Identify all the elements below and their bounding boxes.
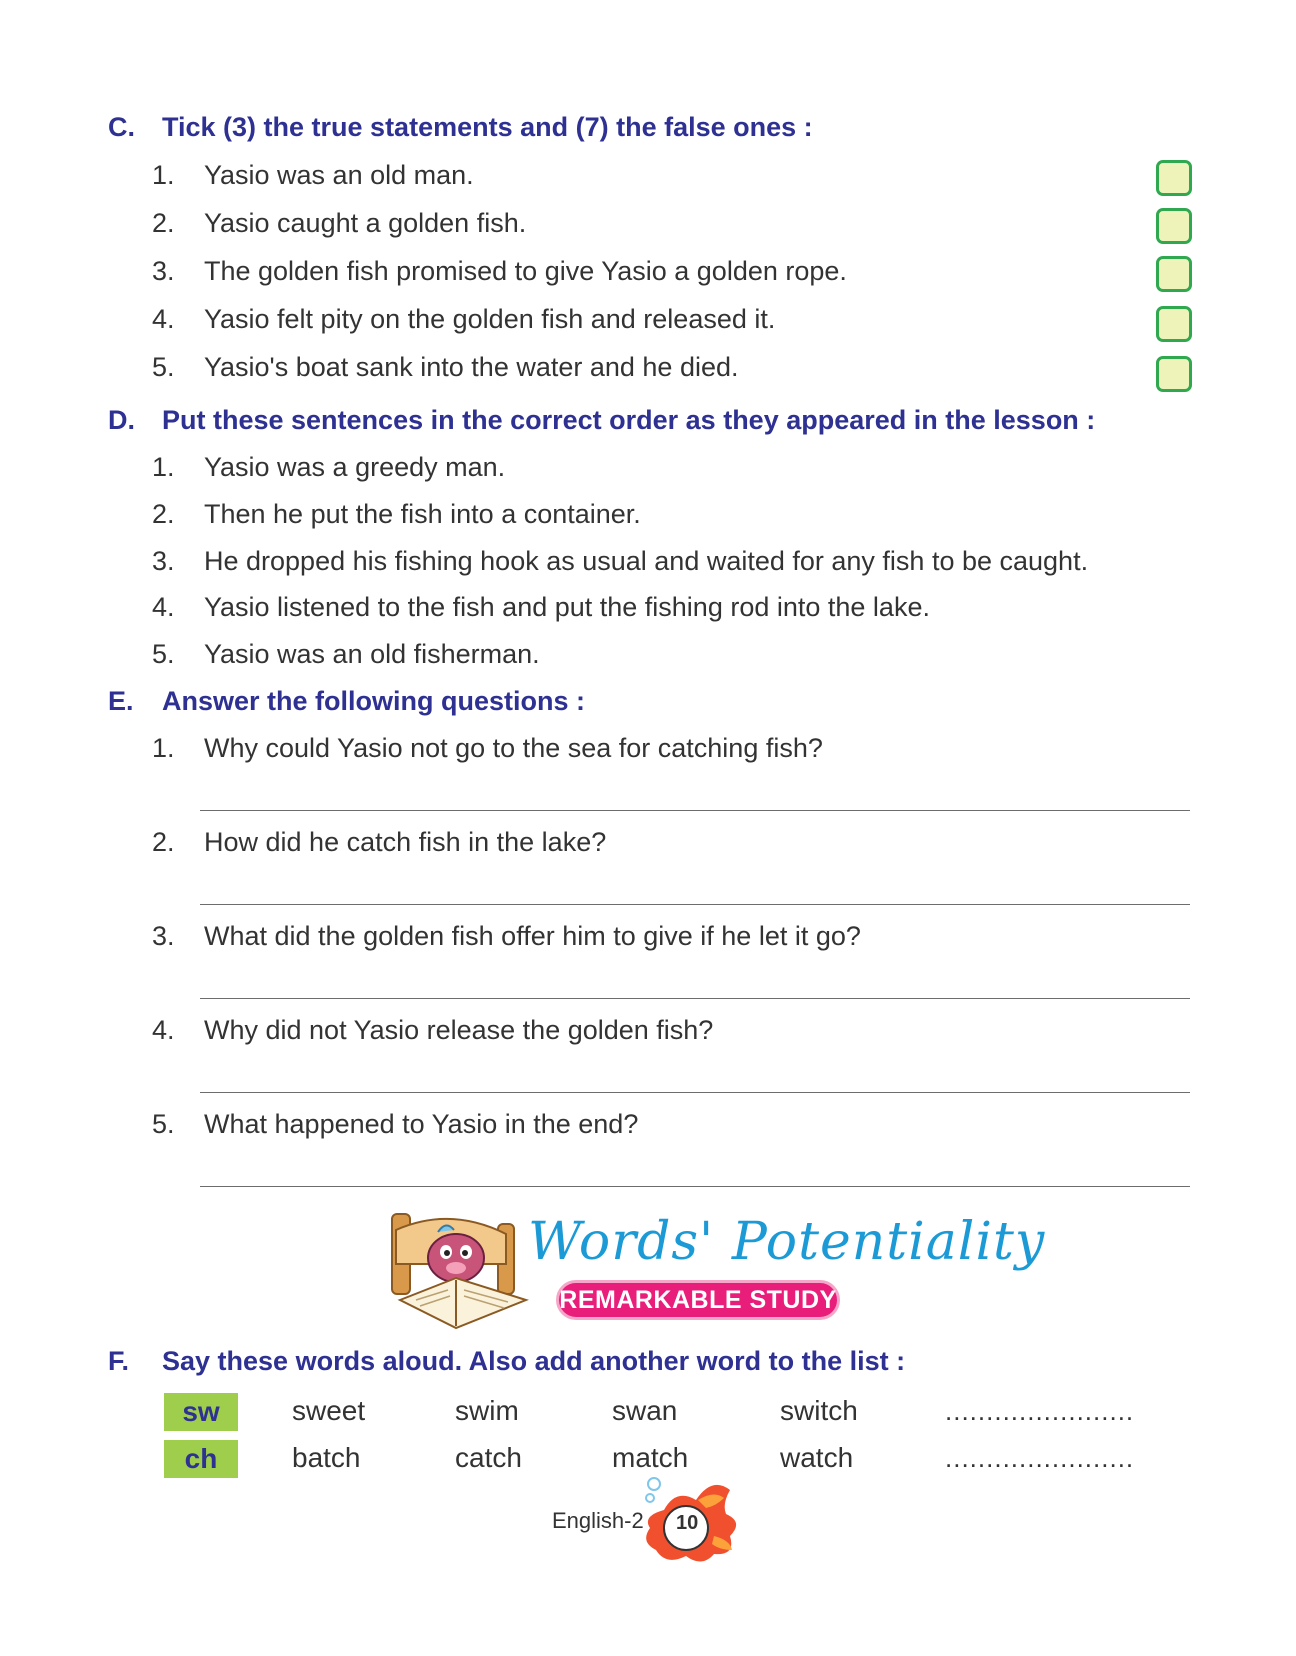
section-d-item-5: [152, 639, 540, 670]
word-cell: match: [612, 1442, 689, 1473]
section-c-heading: [108, 112, 813, 143]
item-text: Yasio felt pity on the golden fish and released it.: [204, 304, 776, 334]
item-text: Yasio listened to the fish and put the fishing rod into the lake.: [204, 592, 930, 622]
item-number: 4.: [152, 592, 175, 622]
page-number: 10: [676, 1512, 699, 1534]
item-number: 5.: [152, 639, 175, 669]
answer-line-3[interactable]: [200, 998, 1190, 999]
section-f-title: Say these words aloud. Also add another word to the list :: [162, 1346, 906, 1376]
item-text: Yasio was an old fisherman.: [204, 639, 540, 669]
section-c-item-1: [152, 160, 474, 191]
section-d-title: Put these sentences in the correct order as they appeared in the lesson :: [162, 405, 1096, 435]
section-d-item-4: [152, 592, 930, 623]
section-d-item-2: [152, 499, 641, 530]
tick-box-4[interactable]: [1156, 306, 1192, 342]
section-f-letter: F.: [108, 1346, 130, 1376]
footer-book-label: English-2: [552, 1508, 644, 1533]
item-number: 4.: [152, 1015, 175, 1045]
section-c-letter: C.: [108, 112, 135, 142]
item-number: 3.: [152, 921, 175, 951]
section-e-heading: [108, 686, 585, 717]
word-group-tag-sw: sw: [164, 1393, 238, 1431]
item-number: 1.: [152, 733, 175, 763]
section-c-item-2: [152, 208, 526, 239]
word-cell: switch: [780, 1395, 858, 1426]
section-e-title: Answer the following questions :: [162, 686, 586, 716]
word-cell: swim: [455, 1395, 519, 1426]
item-text: Why did not Yasio release the golden fish?: [204, 1015, 714, 1045]
item-text: Why could Yasio not go to the sea for catching fish?: [204, 733, 823, 763]
word-group-tag-ch: ch: [164, 1440, 238, 1478]
item-number: 5.: [152, 352, 175, 382]
item-text: He dropped his fishing hook as usual and waited for any fish to be caught.: [204, 546, 1089, 576]
word-cell: swan: [612, 1395, 678, 1426]
item-number: 1.: [152, 452, 175, 482]
word-cell: catch: [455, 1442, 522, 1473]
banner-title: Words' Potentiality: [528, 1212, 1046, 1272]
tick-box-2[interactable]: [1156, 208, 1192, 244]
section-d-heading: [108, 405, 1095, 436]
word-cell: watch: [780, 1442, 854, 1473]
item-number: 3.: [152, 546, 175, 576]
word-blank-2[interactable]: .......................: [945, 1443, 1135, 1473]
section-e-letter: E.: [108, 686, 134, 716]
tick-box-1[interactable]: [1156, 160, 1192, 196]
item-text: What did the golden fish offer him to give if he let it go?: [204, 921, 861, 951]
section-f-heading: [108, 1346, 905, 1377]
item-text: Yasio was a greedy man.: [204, 452, 506, 482]
section-c-item-4: [152, 304, 775, 335]
word-cell: sweet: [292, 1395, 366, 1426]
section-d-letter: D.: [108, 405, 135, 435]
item-text: Yasio's boat sank into the water and he died.: [204, 352, 739, 382]
item-text: Yasio was an old man.: [204, 160, 474, 190]
item-number: 5.: [152, 1109, 175, 1139]
section-e-question-1: [152, 733, 823, 764]
reading-mascot-icon: [380, 1204, 540, 1334]
answer-line-4[interactable]: [200, 1092, 1190, 1093]
answer-line-1[interactable]: [200, 810, 1190, 811]
section-c-item-3: [152, 256, 847, 287]
item-number: 1.: [152, 160, 175, 190]
word-cell: batch: [292, 1442, 361, 1473]
item-number: 2.: [152, 208, 175, 238]
tick-box-5[interactable]: [1156, 356, 1192, 392]
section-c-item-5: [152, 352, 739, 383]
section-e-question-2: [152, 827, 606, 858]
section-d-item-3: [152, 546, 1088, 577]
item-number: 4.: [152, 304, 175, 334]
banner-badge: REMARKABLE STUDY: [556, 1280, 840, 1320]
section-e-question-5: [152, 1109, 638, 1140]
section-e-question-4: [152, 1015, 713, 1046]
item-text: What happened to Yasio in the end?: [204, 1109, 639, 1139]
answer-line-5[interactable]: [200, 1186, 1190, 1187]
item-number: 3.: [152, 256, 175, 286]
item-number: 2.: [152, 499, 175, 529]
section-e-question-3: [152, 921, 861, 952]
item-text: Then he put the fish into a container.: [204, 499, 641, 529]
section-c-title: Tick (3) the true statements and (7) the false ones :: [162, 112, 813, 142]
item-text: The golden fish promised to give Yasio a golden rope.: [204, 256, 847, 286]
tick-box-3[interactable]: [1156, 256, 1192, 292]
item-text: How did he catch fish in the lake?: [204, 827, 607, 857]
item-number: 2.: [152, 827, 175, 857]
section-d-item-1: [152, 452, 505, 483]
word-blank-1[interactable]: .......................: [945, 1396, 1135, 1426]
answer-line-2[interactable]: [200, 904, 1190, 905]
item-text: Yasio caught a golden fish.: [204, 208, 527, 238]
